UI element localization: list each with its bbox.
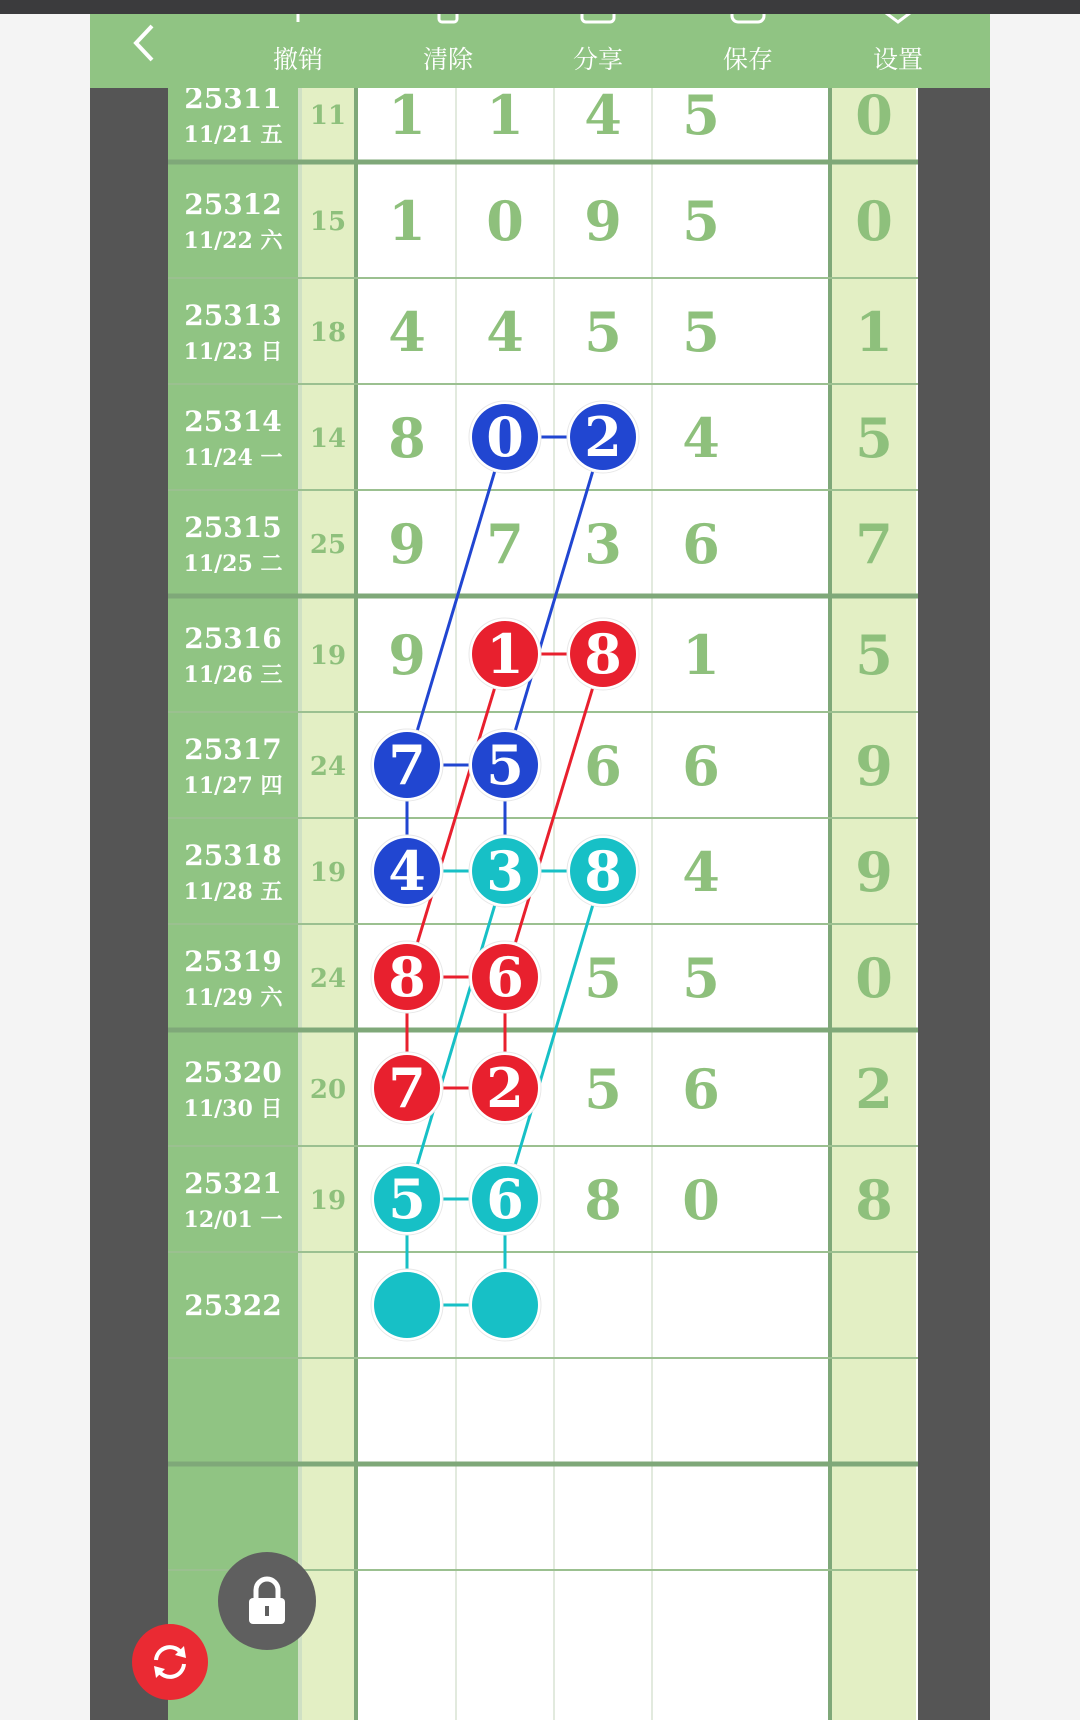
issue-number: 25313 [184, 299, 282, 332]
marked-digit: 8 [584, 622, 622, 686]
lock-icon [244, 1576, 290, 1626]
marked-digit: 2 [584, 405, 622, 469]
lock-button[interactable] [218, 1552, 316, 1650]
digit-value: 8 [388, 406, 426, 470]
digit-value: 9 [388, 623, 426, 687]
digit-value: 5 [682, 946, 720, 1010]
sum-value: 11 [309, 101, 347, 131]
digit-value: 5 [584, 1057, 622, 1121]
marked-digit: 6 [486, 945, 524, 1009]
issue-date: 11/29 六 [183, 985, 283, 1011]
marked-digit: 0 [486, 405, 524, 469]
trash-icon [428, 14, 468, 26]
undo-label: 撤销 [272, 45, 323, 74]
tail-digit: 8 [855, 1168, 893, 1232]
issue-date: 11/22 六 [183, 228, 283, 254]
marked-digit: 7 [388, 733, 426, 797]
digit-value: 3 [584, 512, 622, 576]
clear-label: 清除 [422, 45, 473, 74]
issue-date: 11/21 五 [183, 122, 283, 148]
chart-app [90, 14, 990, 1720]
sum-value: 14 [309, 424, 347, 454]
marked-digit: 4 [388, 839, 426, 903]
column-divider [298, 88, 302, 1720]
marked-digit: 2 [486, 1056, 524, 1120]
digit-value: 6 [682, 734, 720, 798]
digit-value: 1 [388, 189, 426, 253]
digit-value: 4 [584, 88, 622, 147]
trend-grid-canvas [168, 88, 918, 1720]
issue-date: 11/27 四 [183, 773, 283, 799]
digit-value: 4 [682, 840, 720, 904]
tail-digit: 0 [855, 88, 893, 147]
sum-value: 19 [309, 641, 347, 671]
digit-value: 1 [388, 88, 426, 147]
issue-date: 11/23 日 [183, 339, 283, 365]
marked-digit: 1 [486, 622, 524, 686]
issue-number: 25318 [184, 839, 282, 872]
issue-number: 25311 [184, 88, 282, 115]
tail-digit: 9 [855, 734, 893, 798]
issue-date: 12/01 一 [183, 1207, 283, 1233]
digit-value: 8 [584, 1168, 622, 1232]
tail-digit: 1 [855, 300, 893, 364]
sum-value: 24 [309, 752, 347, 782]
issue-number: 25316 [184, 622, 282, 655]
undo-icon [278, 14, 318, 26]
digit-value: 1 [486, 88, 524, 147]
settings-label: 设置 [872, 45, 923, 74]
issue-number: 25321 [184, 1167, 282, 1200]
issue-date: 11/24 一 [183, 445, 283, 471]
sum-value: 15 [309, 207, 347, 237]
marked-digit: 3 [486, 839, 524, 903]
tail-digit: 5 [855, 623, 893, 687]
trend-grid [168, 88, 918, 1720]
issue-date: 11/26 三 [183, 662, 283, 688]
column-divider [354, 88, 358, 1720]
marked-digit: 6 [486, 1167, 524, 1231]
marked-digit: 5 [388, 1167, 426, 1231]
tail-digit: 2 [855, 1057, 893, 1121]
column-divider [828, 88, 832, 1720]
toolbar [90, 14, 990, 88]
issue-number: 25317 [184, 733, 282, 766]
digit-marker-teal [472, 1272, 538, 1338]
share-label: 分享 [572, 45, 623, 74]
status-bar-edge [0, 0, 1080, 14]
chevron-left-icon [120, 18, 170, 68]
issue-number: 25320 [184, 1056, 282, 1089]
back-button[interactable] [120, 18, 170, 68]
save-button[interactable] [693, 14, 803, 88]
issue-number: 25315 [184, 511, 282, 544]
tail-digit: 9 [855, 840, 893, 904]
digit-value: 0 [682, 1168, 720, 1232]
digit-value: 5 [682, 88, 720, 147]
tail-digit: 0 [855, 946, 893, 1010]
digit-value: 1 [682, 623, 720, 687]
issue-number: 25314 [184, 405, 282, 438]
issue-date: 11/30 日 [183, 1096, 283, 1122]
issue-number: 25319 [184, 945, 282, 978]
digit-value: 6 [584, 734, 622, 798]
share-button[interactable] [543, 14, 653, 88]
digit-marker-teal [374, 1272, 440, 1338]
issue-date: 11/25 二 [183, 551, 283, 577]
save-label: 保存 [722, 45, 773, 74]
digit-value: 9 [388, 512, 426, 576]
digit-value: 5 [584, 300, 622, 364]
settings-button[interactable] [843, 14, 953, 88]
sum-value: 19 [309, 1186, 347, 1216]
digit-value: 6 [682, 1057, 720, 1121]
sum-value: 25 [309, 530, 347, 560]
save-icon [728, 14, 768, 26]
issue-date: 11/28 五 [183, 879, 283, 905]
sum-value: 19 [309, 858, 347, 888]
sum-value: 18 [309, 318, 347, 348]
marked-digit: 8 [584, 839, 622, 903]
issue-number: 25312 [184, 188, 282, 221]
digit-value: 5 [584, 946, 622, 1010]
undo-button[interactable] [243, 14, 353, 88]
digit-value: 9 [584, 189, 622, 253]
tail-digit: 5 [855, 406, 893, 470]
digit-value: 0 [486, 189, 524, 253]
tail-digit: 7 [855, 512, 893, 576]
digit-value: 5 [682, 189, 720, 253]
clear-button[interactable] [393, 14, 503, 88]
digit-value: 4 [682, 406, 720, 470]
settings-icon [878, 14, 918, 26]
issue-number: 25322 [184, 1289, 282, 1322]
sum-value: 20 [309, 1075, 347, 1105]
digit-value: 4 [388, 300, 426, 364]
marked-digit: 8 [388, 945, 426, 1009]
sum-value: 24 [309, 964, 347, 994]
share-icon [578, 14, 618, 26]
digit-value: 6 [682, 512, 720, 576]
digit-value: 7 [486, 512, 524, 576]
refresh-icon [148, 1640, 192, 1684]
marked-digit: 5 [486, 733, 524, 797]
marked-digit: 7 [388, 1056, 426, 1120]
tail-digit: 0 [855, 189, 893, 253]
digit-value: 4 [486, 300, 524, 364]
refresh-button[interactable] [132, 1624, 208, 1700]
digit-value: 5 [682, 300, 720, 364]
